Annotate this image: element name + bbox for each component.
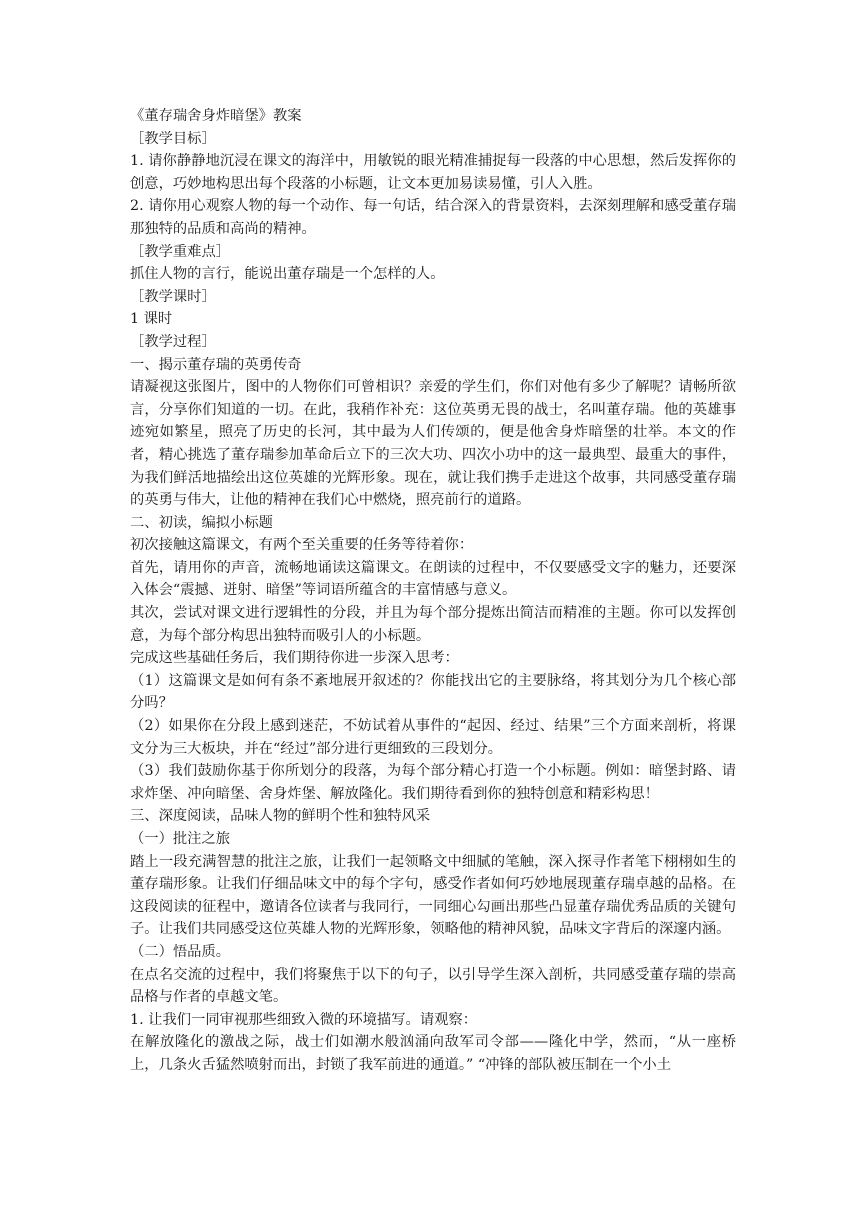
document-page [130, 105, 736, 1077]
process-step-2-intro: 初次接触这篇课文，有两个至关重要的任务等待着你： [130, 537, 474, 554]
process-step-2-think: 完成这些基础任务后，我们期待你进一步深入思考： [130, 650, 459, 667]
process-step-2-second: 其次，尝试对课文进行逻辑性的分段，并且为每个部分提炼出简洁而精准的主题。你可以发挥创意，为每个部分构思出独特而吸引人的小标题。 [130, 605, 736, 644]
objective-2: 2. 请你用心观察人物的每一个动作、每一句话，结合深入的背景资料，去深刻理解和感受董存瑞那独特的品质和高尚的精神。 [130, 198, 736, 237]
annotation-heading: （一）批注之旅 [130, 831, 231, 847]
process-step-2-first: 首先，请用你的声音，流畅地诵读这篇课文。在朗读的过程中，不仅要感受文字的魅力，还要深入体会“震撼、迸射、暗堡”等词语所蕴含的丰富情感与意义。 [130, 559, 736, 599]
process-step-3-heading: 三、深度阅读，品味人物的鲜明个性和独特风采 [130, 808, 431, 825]
quality-intro: 在点名交流的过程中，我们将聚焦于以下的句子，以引导学生深入剖析，共同感受董存瑞的崇高品格与作者的卓越文笔。 [130, 966, 736, 1006]
question-2: （2）如果你在分段上感到迷茫，不妨试着从事件的“起因、经过、结果”三个方面来剖析，将课文分为三大板块，并在“经过”部分进行更细致的三段划分。 [130, 718, 736, 757]
section-heading-process: ［教学过程］ [130, 333, 216, 350]
question-1: （1）这篇课文是如何有条不紊地展开叙述的？你能找出它的主要脉络，将其划分为几个核心部分吗？ [130, 672, 736, 712]
objective-1: 1. 请你静静地沉浸在课文的海洋中，用敏锐的眼光精准捕捉每一段落的中心思想，然后发挥你的创意，巧妙地构思出每个段落的小标题，让文本更加易读易懂，引人入胜。 [130, 153, 736, 192]
section-heading-class-hours: ［教学课时］ [130, 288, 216, 305]
question-3: （3）我们鼓励你基于你所划分的段落，为每个部分精心打造一个小标题。例如：暗堡封路、请求炸堡、冲向暗堡、舍身炸堡、解放隆化。我们期待看到你的独特创意和精彩构思！ [130, 763, 736, 802]
process-step-1-body: 请凝视这张图片，图中的人物你们可曾相识？亲爱的学生们，你们对他有多少了解呢？请畅所欲言，分享你们知道的一切。在此，我稍作补充：这位英勇无畏的战士，名叫董存瑞。他的英雄事迹宛如繁星，照亮了历史的长河，其中最为人们传颂的，便是他舍身炸暗堡的壮举。本文的作者，精心挑选了董存瑞参加革命后立下的三次大功、四次小功中的这一最典型、最重大的事件，为我们鲜活地描绘出这位英雄的光辉形象。现在，就让我们携手走进这个故事，共同感受董存瑞的英勇与伟大，让他的精神在我们心中燃烧，照亮前行的道路。 [130, 379, 736, 509]
process-step-2-heading: 二、初读，编拟小标题 [130, 514, 273, 531]
process-step-1-heading: 一、揭示董存瑞的英勇传奇 [130, 356, 302, 373]
quality-item-1-body: 在解放隆化的激战之际，战士们如潮水般汹涌向敌军司令部——隆化中学，然而，“从一座桥上，几条火舌猛然喷射而出，封锁了我军前进的通道。” “冲锋的部队被压制在一个小土 [130, 1034, 736, 1073]
class-hours-text: 1 课时 [130, 311, 173, 328]
annotation-body: 踏上一段充满智慧的批注之旅，让我们一起领略文中细腻的笔触，深入探寻作者笔下栩栩如生的董存瑞形象。让我们仔细品味文中的每个字句，感受作者如何巧妙地展现董存瑞卓越的品格。在这段阅读的征程中，邀请各位读者与我同行，一同细心勾画出那些凸显董存瑞优秀品质的关键句子。让我们共同感受这位英雄人物的光辉形象，领略他的精神风貌，品味文字背后的深邃内涵。 [130, 853, 736, 938]
document-title: 《董存瑞舍身炸暗堡》教案 [130, 108, 302, 124]
quality-item-1: 1. 让我们一同审视那些细致入微的环境描写。请观察： [130, 1011, 478, 1028]
key-points-text: 抓住人物的言行，能说出董存瑞是一个怎样的人。 [130, 266, 445, 283]
quality-heading: （二）悟品质。 [130, 943, 231, 960]
section-heading-key-points: ［教学重难点］ [130, 243, 231, 260]
section-heading-objectives: ［教学目标］ [130, 130, 216, 147]
